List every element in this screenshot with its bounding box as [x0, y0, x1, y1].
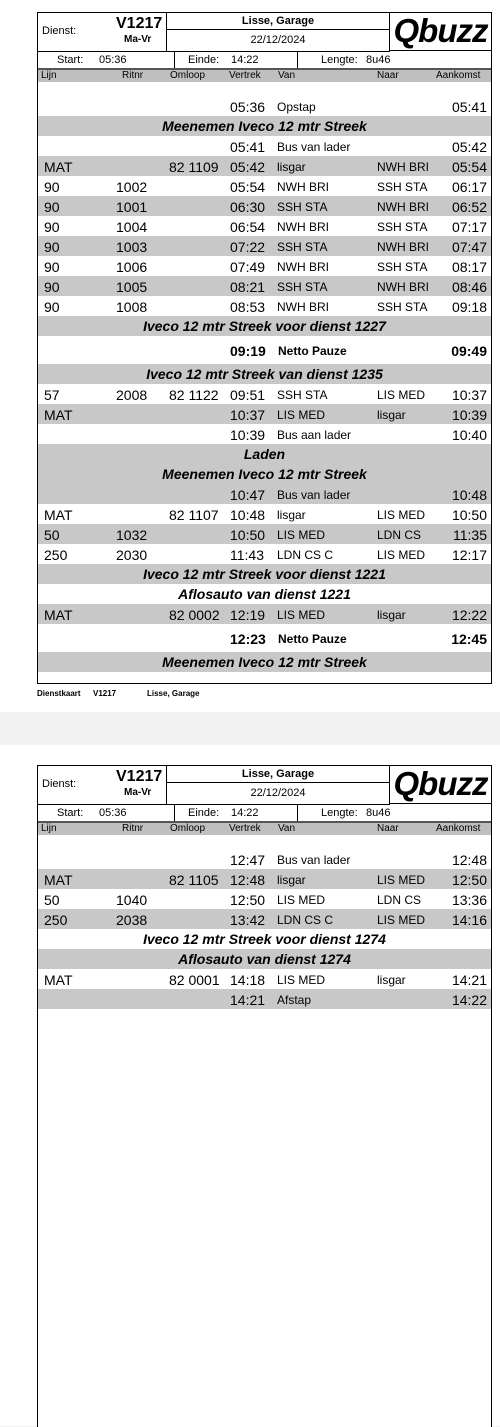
- trip-row: [38, 136, 491, 156]
- cell-naar: lisgar: [377, 408, 406, 422]
- einde-label: Einde:: [188, 807, 220, 819]
- trip-row: [38, 889, 491, 909]
- cell-aankomst: 05:42: [451, 139, 487, 155]
- cell-vertrek: 07:22: [230, 239, 266, 255]
- cell-aankomst: 10:50: [451, 507, 487, 523]
- location-block: [167, 13, 390, 52]
- cell-naar: SSH STA: [377, 300, 428, 314]
- cell-van: lisgar: [277, 873, 306, 887]
- cell-van: LIS MED: [277, 608, 326, 622]
- dienst-number: V1217: [116, 768, 163, 785]
- start-value: 05:36: [99, 54, 127, 66]
- cell-van: LIS MED: [277, 973, 326, 987]
- trip-row: [38, 524, 491, 544]
- section-banner: Iveco 12 mtr Streek voor dienst 1227: [38, 316, 491, 336]
- cell-vertrek: 12:50: [230, 892, 266, 908]
- cell-vertrek: 14:21: [230, 992, 266, 1008]
- cell-van: NWH BRI: [277, 180, 329, 194]
- dienst-days: Ma-Vr: [124, 787, 152, 798]
- divider: [297, 805, 298, 821]
- pauze-end: 09:49: [451, 343, 487, 359]
- trip-row: [38, 216, 491, 236]
- cell-naar: LIS MED: [377, 388, 426, 402]
- trip-row: [38, 384, 491, 404]
- cell-aankomst: 10:40: [451, 427, 487, 443]
- trip-row: [38, 544, 491, 564]
- dienst-label: Dienst:: [42, 778, 77, 790]
- pauze-row: [38, 624, 491, 652]
- trip-row: [38, 176, 491, 196]
- trip-row: [38, 849, 491, 869]
- cell-ritnr: 1008: [116, 299, 148, 315]
- footer-label: Dienstkaart: [37, 689, 81, 698]
- location-block: [167, 766, 390, 805]
- date: 22/12/2024: [250, 787, 306, 799]
- cell-vertrek: 14:18: [230, 972, 266, 988]
- col-van: Van: [278, 823, 296, 834]
- cell-naar: SSH STA: [377, 260, 428, 274]
- col-lijn: Lijn: [41, 70, 57, 81]
- divider: [167, 782, 389, 783]
- cell-van: lisgar: [277, 508, 306, 522]
- cell-van: NWH BRI: [277, 220, 329, 234]
- trip-row: [38, 256, 491, 276]
- divider: [297, 52, 298, 68]
- cell-omloop: 82 1107: [169, 507, 219, 523]
- cell-van: NWH BRI: [277, 300, 329, 314]
- cell-omloop: 82 1105: [169, 872, 219, 888]
- cell-naar: lisgar: [377, 973, 406, 987]
- trip-row: [38, 156, 491, 176]
- cell-van: Bus van lader: [277, 488, 351, 502]
- cell-lijn: 250: [44, 547, 68, 563]
- col-van: Van: [278, 70, 296, 81]
- cell-vertrek: 08:53: [230, 299, 266, 315]
- einde-value: 14:22: [231, 54, 259, 66]
- cell-aankomst: 10:39: [451, 407, 487, 423]
- section-banner: Meenemen Iveco 12 mtr Streek: [38, 116, 491, 136]
- cell-van: SSH STA: [277, 280, 328, 294]
- cell-vertrek: 12:47: [230, 852, 266, 868]
- cell-vertrek: 07:49: [230, 259, 266, 275]
- cell-lijn: 250: [44, 912, 68, 928]
- cell-vertrek: 12:19: [230, 607, 266, 623]
- trip-row: [38, 504, 491, 524]
- cell-naar: LIS MED: [377, 508, 426, 522]
- pauze-start: 09:19: [230, 343, 266, 359]
- cell-van: LIS MED: [277, 893, 326, 907]
- cell-vertrek: 10:47: [230, 487, 266, 503]
- col-omloop: Omloop: [170, 823, 206, 834]
- cell-van: SSH STA: [277, 200, 328, 214]
- cell-aankomst: 13:36: [451, 892, 487, 908]
- cell-aankomst: 06:17: [451, 179, 487, 195]
- cell-naar: SSH STA: [377, 220, 428, 234]
- cell-van: LIS MED: [277, 408, 326, 422]
- cell-naar: NWH BRI: [377, 280, 429, 294]
- cell-lijn: MAT: [44, 507, 73, 523]
- cell-lijn: 50: [44, 892, 60, 908]
- trip-row: [38, 604, 491, 624]
- column-header: [38, 821, 491, 835]
- divider: [167, 29, 389, 30]
- cell-ritnr: 1004: [116, 219, 148, 235]
- dienstkaart-frame-1: [37, 12, 492, 684]
- col-vertrek: Vertrek: [229, 70, 261, 81]
- divider: [174, 52, 175, 68]
- cell-lijn: 57: [44, 387, 60, 403]
- trip-row: [38, 869, 491, 889]
- cell-omloop: 82 0001: [169, 972, 220, 988]
- location: Lisse, Garage: [241, 15, 315, 27]
- lengte-label: Lengte:: [321, 54, 358, 66]
- einde-value: 14:22: [231, 807, 259, 819]
- location: Lisse, Garage: [241, 768, 315, 780]
- col-lijn: Lijn: [41, 823, 57, 834]
- cell-van: Bus van lader: [277, 140, 351, 154]
- col-naar: Naar: [377, 70, 399, 81]
- cell-aankomst: 10:37: [451, 387, 487, 403]
- cell-naar: LIS MED: [377, 548, 426, 562]
- cell-naar: LIS MED: [377, 913, 426, 927]
- cell-aankomst: 05:54: [451, 159, 487, 175]
- trip-row: [38, 404, 491, 424]
- col-ritnr: Ritnr: [122, 70, 144, 81]
- einde-label: Einde:: [188, 54, 220, 66]
- footer-dienst: V1217: [93, 689, 117, 698]
- page-1: [0, 0, 500, 712]
- cell-naar: LIS MED: [377, 873, 426, 887]
- cell-vertrek: 08:21: [230, 279, 266, 295]
- cell-naar: NWH BRI: [377, 160, 429, 174]
- footer-location: Lisse, Garage: [147, 689, 200, 698]
- cell-lijn: MAT: [44, 407, 73, 423]
- trip-row: [38, 236, 491, 256]
- cell-van: Afstap: [277, 993, 312, 1007]
- cell-van: Bus van lader: [277, 853, 351, 867]
- cell-lijn: MAT: [44, 872, 73, 888]
- cell-van: NWH BRI: [277, 260, 329, 274]
- cell-aankomst: 14:21: [451, 972, 487, 988]
- date: 22/12/2024: [250, 34, 306, 46]
- cell-van: SSH STA: [277, 240, 328, 254]
- times-row: [38, 52, 491, 68]
- cell-van: SSH STA: [277, 388, 328, 402]
- cell-omloop: 82 0002: [169, 607, 220, 623]
- cell-vertrek: 10:50: [230, 527, 266, 543]
- cell-omloop: 82 1109: [169, 159, 219, 175]
- trip-row: [38, 276, 491, 296]
- dienst-block: [38, 766, 167, 805]
- cell-vertrek: 10:48: [230, 507, 266, 523]
- dienst-block: [38, 13, 167, 52]
- section-banner: Meenemen Iveco 12 mtr Streek: [38, 652, 491, 672]
- dienst-number: V1217: [116, 15, 163, 32]
- dienstkaart-frame-2: [37, 765, 492, 1427]
- pauze-row: [38, 336, 491, 364]
- section-banner: Aflosauto van dienst 1274: [38, 949, 491, 969]
- section-banner: Aflosauto van dienst 1221: [38, 584, 491, 604]
- cell-vertrek: 12:48: [230, 872, 266, 888]
- cell-van: lisgar: [277, 160, 306, 174]
- cell-aankomst: 14:16: [451, 912, 487, 928]
- cell-lijn: 90: [44, 299, 60, 315]
- cell-ritnr: 1005: [116, 279, 148, 295]
- cell-aankomst: 12:17: [451, 547, 487, 563]
- trip-row: [38, 196, 491, 216]
- trip-row: [38, 296, 491, 316]
- start-label: Start:: [57, 54, 84, 66]
- pauze-end: 12:45: [451, 631, 487, 647]
- cell-vertrek: 05:42: [230, 159, 266, 175]
- section-banner: Iveco 12 mtr Streek voor dienst 1274: [38, 929, 491, 949]
- section-banner: Laden: [38, 444, 491, 464]
- cell-naar: NWH BRI: [377, 200, 429, 214]
- cell-van: LIS MED: [277, 528, 326, 542]
- cell-aankomst: 09:18: [451, 299, 487, 315]
- qbuzz-logo: Qbuzz: [390, 765, 491, 804]
- pauze-label: Netto Pauze: [278, 632, 347, 646]
- col-ritnr: Ritnr: [122, 823, 144, 834]
- cell-ritnr: 1006: [116, 259, 148, 275]
- cell-aankomst: 12:50: [451, 872, 487, 888]
- cell-aankomst: 07:17: [451, 219, 487, 235]
- section-banner: Meenemen Iveco 12 mtr Streek: [38, 464, 491, 484]
- cell-aankomst: 05:41: [451, 99, 487, 115]
- dienst-days: Ma-Vr: [124, 34, 152, 45]
- cell-vertrek: 06:30: [230, 199, 266, 215]
- cell-van: Opstap: [277, 100, 316, 114]
- cell-ritnr: 2038: [116, 912, 148, 928]
- cell-ritnr: 1002: [116, 179, 148, 195]
- cell-lijn: 90: [44, 259, 60, 275]
- trip-row: [38, 969, 491, 989]
- cell-ritnr: 1001: [116, 199, 148, 215]
- cell-lijn: 90: [44, 239, 60, 255]
- cell-aankomst: 14:22: [451, 992, 487, 1008]
- cell-vertrek: 05:36: [230, 99, 266, 115]
- cell-naar: LDN CS: [377, 528, 422, 542]
- lengte-value: 8u46: [366, 807, 391, 819]
- cell-aankomst: 08:17: [451, 259, 487, 275]
- trip-row: [38, 96, 491, 116]
- section-banner: Iveco 12 mtr Streek van dienst 1235: [38, 364, 491, 384]
- cell-vertrek: 05:54: [230, 179, 266, 195]
- cell-lijn: 90: [44, 279, 60, 295]
- header: [38, 765, 491, 834]
- divider: [174, 805, 175, 821]
- cell-aankomst: 06:52: [451, 199, 487, 215]
- cell-ritnr: 2030: [116, 547, 148, 563]
- col-aankomst: Aankomst: [436, 823, 481, 834]
- start-value: 05:36: [99, 807, 127, 819]
- qbuzz-logo: Qbuzz: [390, 12, 491, 51]
- cell-lijn: MAT: [44, 159, 73, 175]
- column-header: [38, 68, 491, 82]
- cell-van: LDN CS C: [277, 913, 334, 927]
- cell-omloop: 82 1122: [169, 387, 219, 403]
- trip-row: [38, 484, 491, 504]
- cell-naar: SSH STA: [377, 180, 428, 194]
- trip-row: [38, 424, 491, 444]
- cell-aankomst: 11:35: [453, 527, 487, 543]
- cell-aankomst: 07:47: [451, 239, 487, 255]
- trip-row: [38, 909, 491, 929]
- start-label: Start:: [57, 807, 84, 819]
- lengte-label: Lengte:: [321, 807, 358, 819]
- times-row: [38, 805, 491, 821]
- dienst-label: Dienst:: [42, 25, 77, 37]
- lengte-value: 8u46: [366, 54, 391, 66]
- cell-naar: lisgar: [377, 608, 406, 622]
- cell-ritnr: 2008: [116, 387, 148, 403]
- col-aankomst: Aankomst: [436, 70, 481, 81]
- cell-lijn: 90: [44, 219, 60, 235]
- cell-van: LDN CS C: [277, 548, 334, 562]
- cell-van: Bus aan lader: [277, 428, 352, 442]
- col-omloop: Omloop: [170, 70, 206, 81]
- cell-lijn: MAT: [44, 607, 73, 623]
- cell-aankomst: 12:48: [451, 852, 487, 868]
- pauze-start: 12:23: [230, 631, 266, 647]
- cell-lijn: 50: [44, 527, 60, 543]
- col-vertrek: Vertrek: [229, 823, 261, 834]
- trip-row: [38, 989, 491, 1009]
- cell-ritnr: 1032: [116, 527, 148, 543]
- pauze-label: Netto Pauze: [278, 344, 347, 358]
- cell-vertrek: 11:43: [230, 547, 264, 563]
- cell-aankomst: 10:48: [451, 487, 487, 503]
- cell-aankomst: 08:46: [451, 279, 487, 295]
- cell-lijn: MAT: [44, 972, 73, 988]
- header: [38, 12, 491, 81]
- cell-vertrek: 10:37: [230, 407, 266, 423]
- cell-aankomst: 12:22: [451, 607, 487, 623]
- cell-ritnr: 1040: [116, 892, 148, 908]
- cell-lijn: 90: [44, 199, 60, 215]
- col-naar: Naar: [377, 823, 399, 834]
- page-2: [0, 745, 500, 1426]
- cell-vertrek: 10:39: [230, 427, 266, 443]
- cell-ritnr: 1003: [116, 239, 148, 255]
- cell-vertrek: 09:51: [230, 387, 266, 403]
- cell-naar: LDN CS: [377, 893, 422, 907]
- cell-naar: NWH BRI: [377, 240, 429, 254]
- section-banner: Iveco 12 mtr Streek voor dienst 1221: [38, 564, 491, 584]
- cell-vertrek: 13:42: [230, 912, 266, 928]
- cell-vertrek: 05:41: [230, 139, 266, 155]
- cell-vertrek: 06:54: [230, 219, 266, 235]
- cell-lijn: 90: [44, 179, 60, 195]
